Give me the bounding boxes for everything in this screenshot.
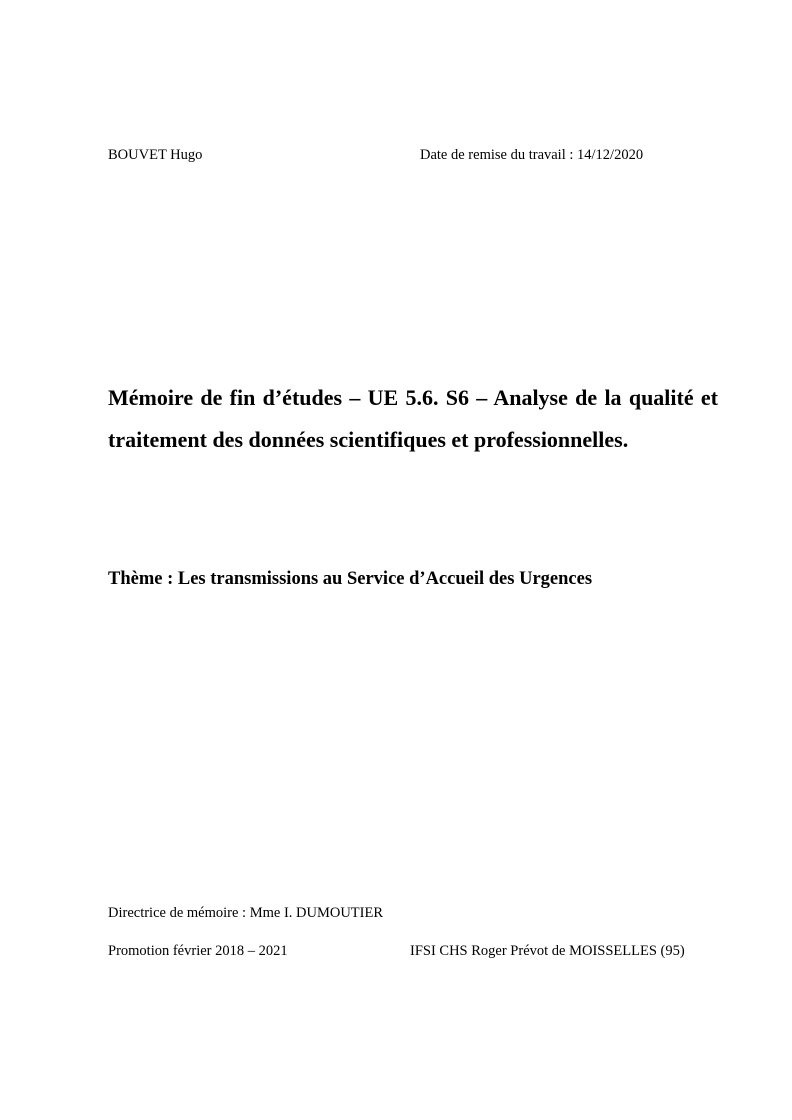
promotion-years: Promotion février 2018 – 2021 xyxy=(108,943,288,959)
submission-date: Date de remise du travail : 14/12/2020 xyxy=(420,147,644,163)
author-name: BOUVET Hugo xyxy=(108,147,203,163)
document-title: Mémoire de fin d’études – UE 5.6. S6 – Analyse de la qualité et traitement des données scientifiques et professionnelles. xyxy=(108,385,718,452)
thesis-director: Directrice de mémoire : Mme I. DUMOUTIER xyxy=(108,905,384,921)
document-theme: Thème : Les transmissions au Service d’Accueil des Urgences xyxy=(108,569,593,589)
institute-name: IFSI CHS Roger Prévot de MOISSELLES (95) xyxy=(410,943,685,959)
